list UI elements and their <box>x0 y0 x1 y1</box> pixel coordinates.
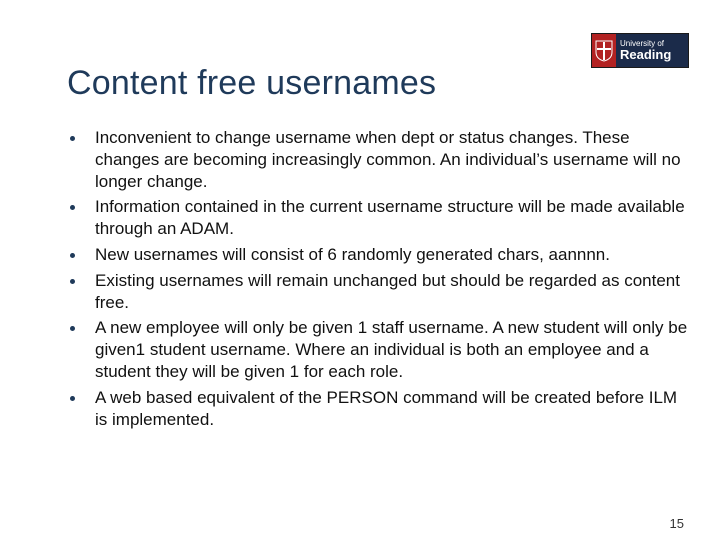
bullet-text: Inconvenient to change username when dept or status changes. These changes are becoming increasingly common. An individual’s username will no longer change. <box>95 128 681 191</box>
bullet-text: A web based equivalent of the PERSON command will be created before ILM is implemented. <box>95 387 678 429</box>
bullet-list <box>70 127 690 434</box>
bullet-text: Existing usernames will remain unchanged but should be regarded as content free. <box>95 270 680 312</box>
bullet-text: New usernames will consist of 6 randomly generated chars, aannnn. <box>95 244 610 264</box>
bullet-dot-icon <box>70 279 75 284</box>
logo-text <box>616 34 688 67</box>
bullet-item <box>70 196 690 240</box>
slide-title: Content free usernames <box>67 64 437 102</box>
bullet-dot-icon <box>70 205 75 210</box>
bullet-item <box>70 127 690 192</box>
logo-line-1: University of <box>620 39 665 48</box>
bullet-dot-icon <box>70 396 75 401</box>
bullet-text: A new employee will only be given 1 staff username. A new student will only be given1 student username. Where an individual is both an employee and a student they will be given 1 for each role. <box>95 318 688 381</box>
bullet-dot-icon <box>70 326 75 331</box>
crest-icon <box>592 34 616 67</box>
bullet-item <box>70 317 690 382</box>
logo-line-2: Reading <box>620 47 672 62</box>
bullet-item <box>70 387 690 431</box>
bullet-item <box>70 244 690 266</box>
bullet-dot-icon <box>70 136 75 141</box>
bullet-item <box>70 270 690 314</box>
page-number: 15 <box>669 516 684 531</box>
bullet-text: Information contained in the current username structure will be made available through an ADAM. <box>95 197 685 239</box>
bullet-dot-icon <box>70 253 75 258</box>
university-logo <box>591 33 689 68</box>
